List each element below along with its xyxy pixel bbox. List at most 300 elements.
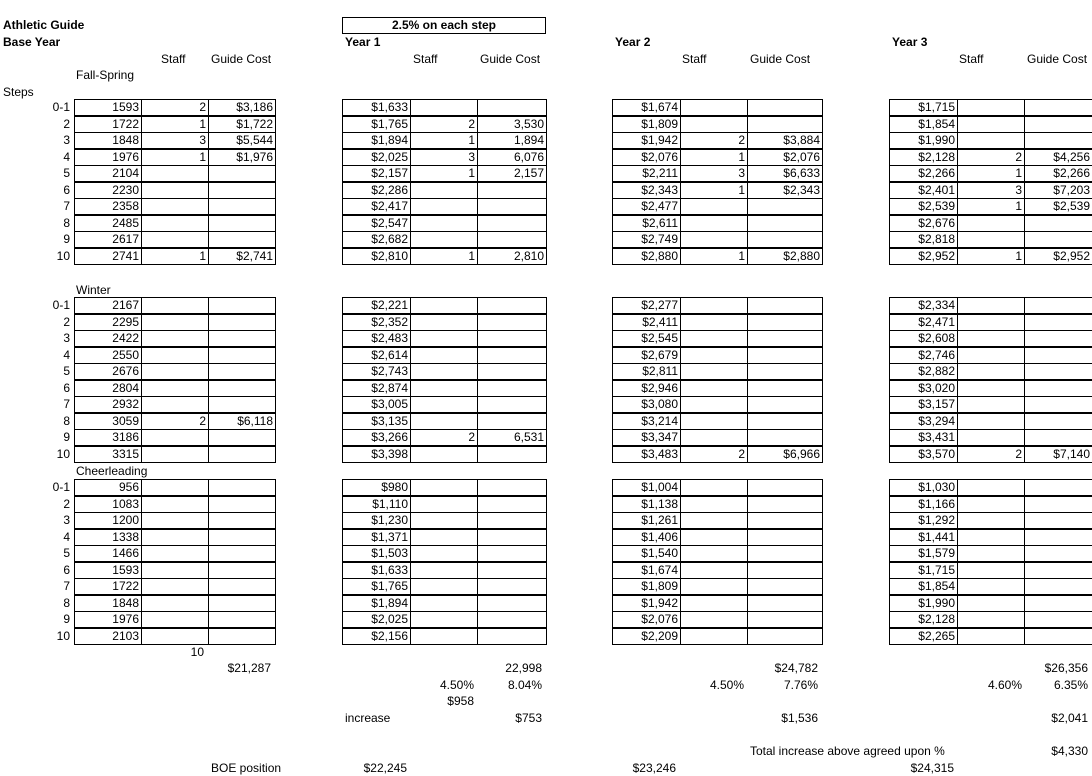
year2-staff-cell[interactable] [680, 429, 748, 446]
year3-rate-cell[interactable]: $1,292 [889, 512, 958, 529]
base-staff-cell[interactable] [141, 165, 209, 182]
year3-staff-cell[interactable]: 1 [957, 248, 1025, 265]
year3-cost-cell[interactable] [1024, 562, 1092, 579]
year3-staff-cell[interactable] [957, 297, 1025, 314]
year1-cost-cell[interactable] [477, 347, 547, 364]
base-rate-cell[interactable]: 1338 [74, 529, 142, 546]
year2-staff-cell[interactable] [680, 116, 748, 133]
year2-rate-cell[interactable]: $2,411 [612, 314, 681, 331]
year3-cost-cell[interactable] [1024, 413, 1092, 430]
year2-cost-cell[interactable] [747, 330, 823, 347]
year3-rate-cell[interactable]: $3,020 [889, 380, 958, 397]
year2-rate-cell[interactable]: $2,749 [612, 231, 681, 248]
year3-cost-cell[interactable] [1024, 529, 1092, 546]
base-staff-cell[interactable] [141, 578, 209, 595]
year3-rate-cell[interactable]: $2,334 [889, 297, 958, 314]
year3-rate-cell[interactable]: $2,608 [889, 330, 958, 347]
year1-staff-cell[interactable] [410, 512, 478, 529]
base-cost-cell[interactable]: $2,741 [208, 248, 276, 265]
year2-staff-cell[interactable] [680, 496, 748, 513]
base-cost-cell[interactable] [208, 347, 276, 364]
year2-cost-cell[interactable] [747, 628, 823, 645]
year1-rate-cell[interactable]: $2,743 [342, 363, 411, 380]
year3-rate-cell[interactable]: $2,818 [889, 231, 958, 248]
year2-cost-cell[interactable] [747, 562, 823, 579]
year3-staff-cell[interactable] [957, 512, 1025, 529]
year3-cost-cell[interactable] [1024, 396, 1092, 413]
year1-rate-cell[interactable]: $1,894 [342, 132, 411, 149]
year3-cost-cell[interactable] [1024, 429, 1092, 446]
year1-staff-cell[interactable] [410, 182, 478, 199]
year2-staff-cell[interactable] [680, 314, 748, 331]
base-cost-cell[interactable] [208, 562, 276, 579]
year3-rate-cell[interactable]: $1,715 [889, 562, 958, 579]
year3-cost-cell[interactable]: $2,952 [1024, 248, 1092, 265]
year1-staff-cell[interactable] [410, 479, 478, 496]
year2-staff-cell[interactable] [680, 578, 748, 595]
year1-cost-cell[interactable]: 2,810 [477, 248, 547, 265]
year2-cost-cell[interactable] [747, 314, 823, 331]
year2-staff-cell[interactable] [680, 529, 748, 546]
base-cost-cell[interactable] [208, 330, 276, 347]
year1-staff-cell[interactable] [410, 545, 478, 562]
year1-staff-cell[interactable] [410, 529, 478, 546]
year1-staff-cell[interactable]: 1 [410, 132, 478, 149]
year2-staff-cell[interactable] [680, 562, 748, 579]
base-cost-cell[interactable]: $1,976 [208, 149, 276, 166]
year2-rate-cell[interactable]: $1,809 [612, 578, 681, 595]
year2-staff-cell[interactable] [680, 413, 748, 430]
year3-rate-cell[interactable]: $2,266 [889, 165, 958, 182]
base-staff-cell[interactable] [141, 231, 209, 248]
base-rate-cell[interactable]: 3186 [74, 429, 142, 446]
year1-rate-cell[interactable]: $2,157 [342, 165, 411, 182]
base-rate-cell[interactable]: 1722 [74, 116, 142, 133]
year1-cost-cell[interactable] [477, 611, 547, 628]
year3-staff-cell[interactable]: 3 [957, 182, 1025, 199]
year3-rate-cell[interactable]: $1,990 [889, 595, 958, 612]
year1-cost-cell[interactable] [477, 413, 547, 430]
year2-rate-cell[interactable]: $2,611 [612, 215, 681, 232]
year1-rate-cell[interactable]: $2,483 [342, 330, 411, 347]
year2-staff-cell[interactable] [680, 545, 748, 562]
year2-staff-cell[interactable] [680, 628, 748, 645]
base-rate-cell[interactable]: 956 [74, 479, 142, 496]
year3-rate-cell[interactable]: $2,128 [889, 611, 958, 628]
year3-rate-cell[interactable]: $2,471 [889, 314, 958, 331]
year2-staff-cell[interactable]: 1 [680, 248, 748, 265]
year3-staff-cell[interactable]: 1 [957, 198, 1025, 215]
base-cost-cell[interactable] [208, 165, 276, 182]
year3-rate-cell[interactable]: $2,128 [889, 149, 958, 166]
year3-cost-cell[interactable] [1024, 363, 1092, 380]
year2-cost-cell[interactable] [747, 479, 823, 496]
year2-cost-cell[interactable]: $3,884 [747, 132, 823, 149]
year3-staff-cell[interactable] [957, 380, 1025, 397]
year3-rate-cell[interactable]: $1,854 [889, 578, 958, 595]
year1-cost-cell[interactable]: 6,531 [477, 429, 547, 446]
year2-staff-cell[interactable]: 3 [680, 165, 748, 182]
base-cost-cell[interactable] [208, 611, 276, 628]
year2-staff-cell[interactable] [680, 297, 748, 314]
year2-rate-cell[interactable]: $2,545 [612, 330, 681, 347]
year1-rate-cell[interactable]: $2,286 [342, 182, 411, 199]
year3-cost-cell[interactable] [1024, 380, 1092, 397]
year3-cost-cell[interactable] [1024, 297, 1092, 314]
year2-rate-cell[interactable]: $1,138 [612, 496, 681, 513]
year1-staff-cell[interactable]: 1 [410, 248, 478, 265]
year1-rate-cell[interactable]: $1,765 [342, 578, 411, 595]
year1-cost-cell[interactable] [477, 231, 547, 248]
year1-cost-cell[interactable] [477, 545, 547, 562]
year2-rate-cell[interactable]: $1,004 [612, 479, 681, 496]
year2-rate-cell[interactable]: $2,811 [612, 363, 681, 380]
year2-cost-cell[interactable]: $6,633 [747, 165, 823, 182]
year1-cost-cell[interactable] [477, 479, 547, 496]
base-cost-cell[interactable] [208, 545, 276, 562]
year3-rate-cell[interactable]: $2,265 [889, 628, 958, 645]
year3-staff-cell[interactable] [957, 363, 1025, 380]
base-staff-cell[interactable] [141, 198, 209, 215]
year2-staff-cell[interactable] [680, 231, 748, 248]
base-cost-cell[interactable] [208, 595, 276, 612]
base-cost-cell[interactable]: $5,544 [208, 132, 276, 149]
year3-cost-cell[interactable] [1024, 545, 1092, 562]
year1-rate-cell[interactable]: $1,633 [342, 99, 411, 116]
year1-cost-cell[interactable] [477, 628, 547, 645]
year3-staff-cell[interactable] [957, 429, 1025, 446]
year3-staff-cell[interactable]: 1 [957, 165, 1025, 182]
year2-rate-cell[interactable]: $2,477 [612, 198, 681, 215]
base-rate-cell[interactable]: 2167 [74, 297, 142, 314]
year3-cost-cell[interactable] [1024, 595, 1092, 612]
year2-rate-cell[interactable]: $1,942 [612, 132, 681, 149]
year1-rate-cell[interactable]: $1,765 [342, 116, 411, 133]
year1-staff-cell[interactable] [410, 611, 478, 628]
year3-staff-cell[interactable] [957, 396, 1025, 413]
base-staff-cell[interactable] [141, 628, 209, 645]
base-rate-cell[interactable]: 2741 [74, 248, 142, 265]
year1-staff-cell[interactable] [410, 330, 478, 347]
year1-rate-cell[interactable]: $2,156 [342, 628, 411, 645]
base-rate-cell[interactable]: 1083 [74, 496, 142, 513]
base-cost-cell[interactable]: $3,186 [208, 99, 276, 116]
year1-rate-cell[interactable]: $1,371 [342, 529, 411, 546]
year3-rate-cell[interactable]: $1,030 [889, 479, 958, 496]
year2-staff-cell[interactable] [680, 396, 748, 413]
base-cost-cell[interactable] [208, 578, 276, 595]
year2-staff-cell[interactable]: 2 [680, 132, 748, 149]
year2-cost-cell[interactable] [747, 545, 823, 562]
year2-cost-cell[interactable] [747, 396, 823, 413]
year1-cost-cell[interactable] [477, 578, 547, 595]
base-staff-cell[interactable] [141, 611, 209, 628]
base-rate-cell[interactable]: 1976 [74, 611, 142, 628]
base-cost-cell[interactable] [208, 231, 276, 248]
year3-rate-cell[interactable]: $3,570 [889, 446, 958, 463]
year2-rate-cell[interactable]: $2,679 [612, 347, 681, 364]
year2-cost-cell[interactable] [747, 529, 823, 546]
year2-rate-cell[interactable]: $3,080 [612, 396, 681, 413]
base-rate-cell[interactable]: 1593 [74, 99, 142, 116]
base-rate-cell[interactable]: 2358 [74, 198, 142, 215]
base-rate-cell[interactable]: 2617 [74, 231, 142, 248]
year2-cost-cell[interactable] [747, 198, 823, 215]
year2-cost-cell[interactable] [747, 116, 823, 133]
year1-rate-cell[interactable]: $1,894 [342, 595, 411, 612]
base-staff-cell[interactable] [141, 512, 209, 529]
base-staff-cell[interactable] [141, 396, 209, 413]
year1-rate-cell[interactable]: $1,230 [342, 512, 411, 529]
year3-staff-cell[interactable] [957, 99, 1025, 116]
year1-cost-cell[interactable]: 3,530 [477, 116, 547, 133]
year1-cost-cell[interactable]: 2,157 [477, 165, 547, 182]
year3-staff-cell[interactable] [957, 562, 1025, 579]
base-staff-cell[interactable] [141, 545, 209, 562]
base-cost-cell[interactable] [208, 396, 276, 413]
year1-rate-cell[interactable]: $1,503 [342, 545, 411, 562]
base-staff-cell[interactable] [141, 347, 209, 364]
year3-staff-cell[interactable] [957, 413, 1025, 430]
year1-cost-cell[interactable] [477, 363, 547, 380]
year1-staff-cell[interactable]: 2 [410, 116, 478, 133]
year1-rate-cell[interactable]: $980 [342, 479, 411, 496]
year2-cost-cell[interactable] [747, 429, 823, 446]
year2-rate-cell[interactable]: $1,809 [612, 116, 681, 133]
base-cost-cell[interactable] [208, 479, 276, 496]
year1-rate-cell[interactable]: $1,110 [342, 496, 411, 513]
year1-cost-cell[interactable] [477, 496, 547, 513]
year2-rate-cell[interactable]: $2,076 [612, 149, 681, 166]
year2-staff-cell[interactable] [680, 215, 748, 232]
year1-staff-cell[interactable] [410, 297, 478, 314]
year2-rate-cell[interactable]: $3,214 [612, 413, 681, 430]
base-staff-cell[interactable] [141, 215, 209, 232]
year1-cost-cell[interactable] [477, 182, 547, 199]
base-cost-cell[interactable] [208, 215, 276, 232]
year3-rate-cell[interactable]: $1,854 [889, 116, 958, 133]
year2-rate-cell[interactable]: $1,261 [612, 512, 681, 529]
year1-cost-cell[interactable] [477, 215, 547, 232]
year3-staff-cell[interactable] [957, 628, 1025, 645]
year3-staff-cell[interactable] [957, 611, 1025, 628]
year1-staff-cell[interactable] [410, 363, 478, 380]
base-staff-cell[interactable] [141, 562, 209, 579]
base-cost-cell[interactable] [208, 512, 276, 529]
year3-cost-cell[interactable] [1024, 512, 1092, 529]
year2-cost-cell[interactable] [747, 413, 823, 430]
year2-staff-cell[interactable] [680, 363, 748, 380]
year3-cost-cell[interactable]: $2,539 [1024, 198, 1092, 215]
base-rate-cell[interactable]: 2550 [74, 347, 142, 364]
year1-rate-cell[interactable]: $2,221 [342, 297, 411, 314]
year2-rate-cell[interactable]: $1,540 [612, 545, 681, 562]
base-cost-cell[interactable] [208, 363, 276, 380]
base-staff-cell[interactable] [141, 496, 209, 513]
year2-staff-cell[interactable]: 1 [680, 149, 748, 166]
base-rate-cell[interactable]: 3059 [74, 413, 142, 430]
base-cost-cell[interactable] [208, 529, 276, 546]
year3-rate-cell[interactable]: $2,952 [889, 248, 958, 265]
year3-cost-cell[interactable] [1024, 347, 1092, 364]
year3-staff-cell[interactable] [957, 116, 1025, 133]
year3-staff-cell[interactable] [957, 330, 1025, 347]
base-rate-cell[interactable]: 2804 [74, 380, 142, 397]
base-cost-cell[interactable] [208, 496, 276, 513]
year1-staff-cell[interactable] [410, 347, 478, 364]
year2-staff-cell[interactable] [680, 198, 748, 215]
year2-rate-cell[interactable]: $1,674 [612, 99, 681, 116]
base-rate-cell[interactable]: 1848 [74, 132, 142, 149]
base-staff-cell[interactable]: 2 [141, 99, 209, 116]
year1-cost-cell[interactable] [477, 198, 547, 215]
year3-cost-cell[interactable] [1024, 628, 1092, 645]
year1-cost-cell[interactable] [477, 297, 547, 314]
year3-rate-cell[interactable]: $2,401 [889, 182, 958, 199]
base-cost-cell[interactable]: $1,722 [208, 116, 276, 133]
year1-rate-cell[interactable]: $2,682 [342, 231, 411, 248]
year1-staff-cell[interactable] [410, 198, 478, 215]
year2-staff-cell[interactable]: 2 [680, 446, 748, 463]
base-staff-cell[interactable] [141, 330, 209, 347]
year3-cost-cell[interactable] [1024, 330, 1092, 347]
year1-cost-cell[interactable] [477, 595, 547, 612]
year1-staff-cell[interactable] [410, 396, 478, 413]
year2-staff-cell[interactable]: 1 [680, 182, 748, 199]
year1-rate-cell[interactable]: $2,352 [342, 314, 411, 331]
year3-staff-cell[interactable]: 2 [957, 149, 1025, 166]
year3-staff-cell[interactable] [957, 578, 1025, 595]
year1-staff-cell[interactable] [410, 578, 478, 595]
year1-rate-cell[interactable]: $2,025 [342, 149, 411, 166]
base-rate-cell[interactable]: 1200 [74, 512, 142, 529]
year3-rate-cell[interactable]: $1,990 [889, 132, 958, 149]
year1-rate-cell[interactable]: $2,614 [342, 347, 411, 364]
year1-cost-cell[interactable] [477, 99, 547, 116]
year3-cost-cell[interactable]: $2,266 [1024, 165, 1092, 182]
year2-staff-cell[interactable] [680, 479, 748, 496]
year2-cost-cell[interactable] [747, 512, 823, 529]
year3-cost-cell[interactable] [1024, 314, 1092, 331]
year2-cost-cell[interactable] [747, 380, 823, 397]
year2-staff-cell[interactable] [680, 330, 748, 347]
year1-cost-cell[interactable] [477, 529, 547, 546]
year1-staff-cell[interactable] [410, 446, 478, 463]
base-rate-cell[interactable]: 2230 [74, 182, 142, 199]
year3-rate-cell[interactable]: $1,715 [889, 99, 958, 116]
year1-cost-cell[interactable] [477, 512, 547, 529]
base-staff-cell[interactable] [141, 314, 209, 331]
year3-staff-cell[interactable] [957, 132, 1025, 149]
year2-rate-cell[interactable]: $2,076 [612, 611, 681, 628]
year1-staff-cell[interactable] [410, 595, 478, 612]
base-staff-cell[interactable] [141, 363, 209, 380]
year2-cost-cell[interactable] [747, 347, 823, 364]
base-cost-cell[interactable] [208, 314, 276, 331]
base-rate-cell[interactable]: 2676 [74, 363, 142, 380]
base-staff-cell[interactable]: 1 [141, 149, 209, 166]
year1-staff-cell[interactable]: 3 [410, 149, 478, 166]
year2-staff-cell[interactable] [680, 347, 748, 364]
base-rate-cell[interactable]: 2422 [74, 330, 142, 347]
year2-cost-cell[interactable] [747, 578, 823, 595]
year1-staff-cell[interactable] [410, 413, 478, 430]
year1-staff-cell[interactable] [410, 215, 478, 232]
base-staff-cell[interactable] [141, 479, 209, 496]
year3-rate-cell[interactable]: $2,539 [889, 198, 958, 215]
year1-staff-cell[interactable] [410, 380, 478, 397]
base-rate-cell[interactable]: 2104 [74, 165, 142, 182]
year3-cost-cell[interactable]: $7,203 [1024, 182, 1092, 199]
year3-cost-cell[interactable] [1024, 231, 1092, 248]
year2-rate-cell[interactable]: $2,209 [612, 628, 681, 645]
base-cost-cell[interactable] [208, 198, 276, 215]
year2-cost-cell[interactable] [747, 611, 823, 628]
year2-cost-cell[interactable] [747, 363, 823, 380]
year1-cost-cell[interactable] [477, 446, 547, 463]
year1-cost-cell[interactable] [477, 330, 547, 347]
year3-cost-cell[interactable]: $7,140 [1024, 446, 1092, 463]
year2-staff-cell[interactable] [680, 380, 748, 397]
year1-rate-cell[interactable]: $1,633 [342, 562, 411, 579]
year2-rate-cell[interactable]: $3,483 [612, 446, 681, 463]
year2-rate-cell[interactable]: $2,946 [612, 380, 681, 397]
base-cost-cell[interactable] [208, 446, 276, 463]
year1-staff-cell[interactable] [410, 314, 478, 331]
base-rate-cell[interactable]: 2485 [74, 215, 142, 232]
base-staff-cell[interactable] [141, 595, 209, 612]
year2-rate-cell[interactable]: $1,406 [612, 529, 681, 546]
year3-rate-cell[interactable]: $3,157 [889, 396, 958, 413]
year2-rate-cell[interactable]: $2,211 [612, 165, 681, 182]
base-rate-cell[interactable]: 1722 [74, 578, 142, 595]
base-cost-cell[interactable] [208, 297, 276, 314]
year3-rate-cell[interactable]: $3,294 [889, 413, 958, 430]
year3-cost-cell[interactable] [1024, 215, 1092, 232]
year3-staff-cell[interactable]: 2 [957, 446, 1025, 463]
base-cost-cell[interactable] [208, 628, 276, 645]
year3-cost-cell[interactable] [1024, 496, 1092, 513]
year1-rate-cell[interactable]: $2,547 [342, 215, 411, 232]
base-staff-cell[interactable]: 1 [141, 248, 209, 265]
year2-rate-cell[interactable]: $1,942 [612, 595, 681, 612]
base-staff-cell[interactable]: 1 [141, 116, 209, 133]
year3-staff-cell[interactable] [957, 314, 1025, 331]
year3-staff-cell[interactable] [957, 595, 1025, 612]
year1-rate-cell[interactable]: $2,417 [342, 198, 411, 215]
year3-cost-cell[interactable] [1024, 578, 1092, 595]
year1-staff-cell[interactable]: 2 [410, 429, 478, 446]
year1-cost-cell[interactable]: 1,894 [477, 132, 547, 149]
base-staff-cell[interactable] [141, 429, 209, 446]
year1-staff-cell[interactable] [410, 231, 478, 248]
year1-rate-cell[interactable]: $3,135 [342, 413, 411, 430]
base-rate-cell[interactable]: 1466 [74, 545, 142, 562]
year3-rate-cell[interactable]: $3,431 [889, 429, 958, 446]
year3-staff-cell[interactable] [957, 479, 1025, 496]
year1-cost-cell[interactable] [477, 314, 547, 331]
year2-cost-cell[interactable]: $6,966 [747, 446, 823, 463]
year2-rate-cell[interactable]: $2,880 [612, 248, 681, 265]
year3-staff-cell[interactable] [957, 529, 1025, 546]
year1-cost-cell[interactable] [477, 562, 547, 579]
year3-cost-cell[interactable] [1024, 132, 1092, 149]
year2-rate-cell[interactable]: $2,343 [612, 182, 681, 199]
year2-cost-cell[interactable]: $2,343 [747, 182, 823, 199]
year3-staff-cell[interactable] [957, 347, 1025, 364]
year1-rate-cell[interactable]: $3,266 [342, 429, 411, 446]
year2-rate-cell[interactable]: $1,674 [612, 562, 681, 579]
